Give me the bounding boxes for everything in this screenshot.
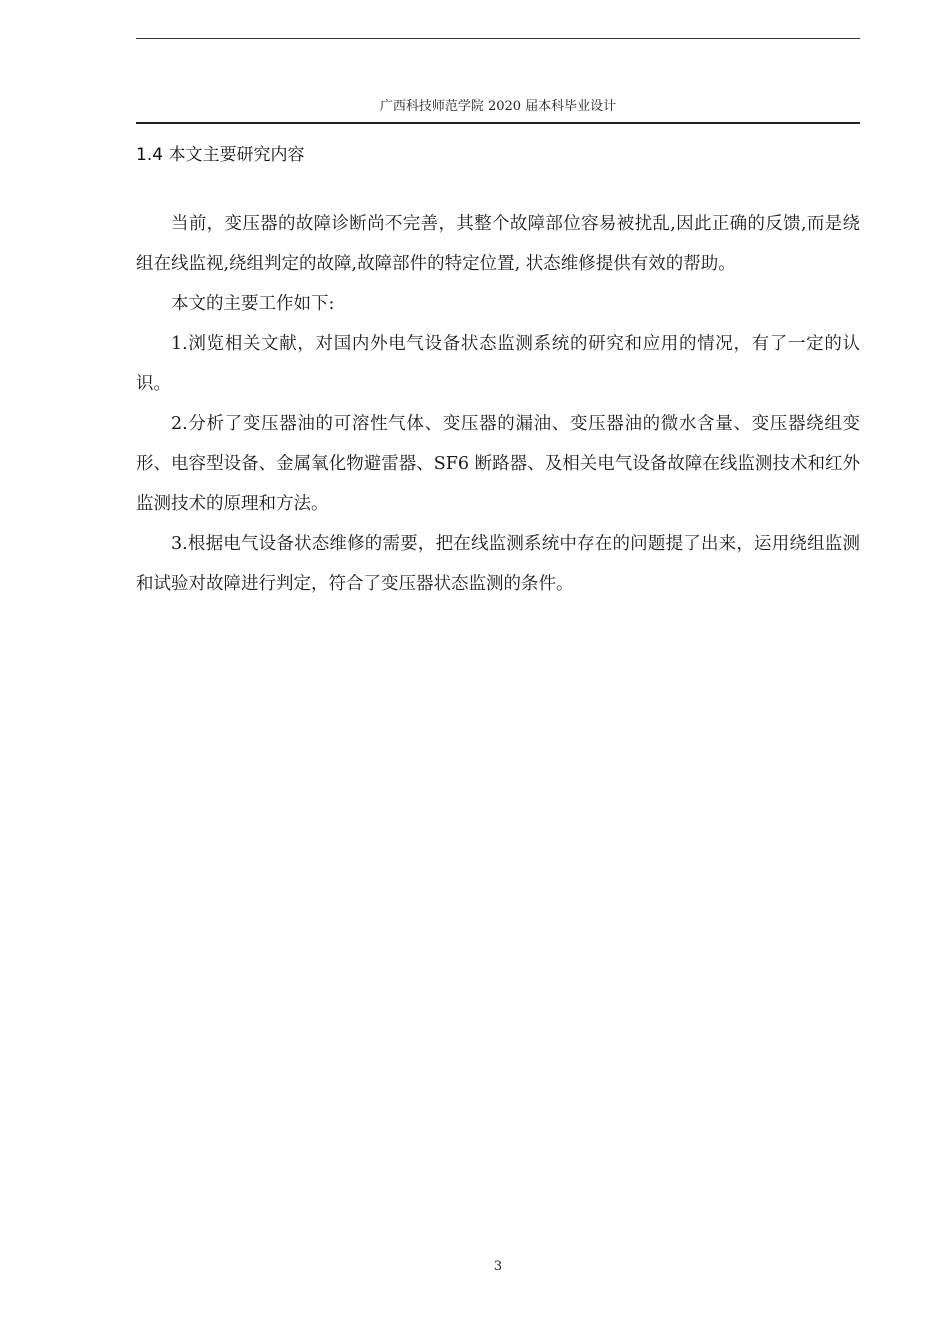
paragraph-item-2: 2.分析了变压器油的可溶性气体、变压器的漏油、变压器油的微水含量、变压器绕组变形、电容型设备、金属氧化物避雷器、SF6 断路器、及相关电气设备故障在线监测技术和红外监测技术的原理和方法。 — [136, 414, 860, 514]
paragraph-item-3: 3.根据电气设备状态维修的需要，把在线监测系统中存在的问题提了出来，运用绕组监测和试验对故障进行判定，符合了变压器状态监测的条件。 — [136, 534, 860, 594]
page-number: 3 — [493, 1259, 503, 1274]
section-heading: 1.4 本文主要研究内容 — [136, 145, 305, 165]
top-rule — [136, 38, 860, 39]
header-rule — [136, 122, 860, 124]
body-text — [136, 204, 860, 604]
paragraph-item-1: 1.浏览相关文献，对国内外电气设备状态监测系统的研究和应用的情况，有了一定的认识。 — [136, 334, 860, 394]
paragraph-work-summary: 本文的主要工作如下: — [171, 294, 335, 314]
running-header: 广西科技师范学院 2020 届本科毕业设计 — [379, 99, 617, 114]
paragraph-intro: 当前，变压器的故障诊断尚不完善，其整个故障部位容易被扰乱,因此正确的反馈,而是绕组在线监视,绕组判定的故障,故障部件的特定位置, 状态维修提供有效的帮助。 — [136, 214, 860, 274]
